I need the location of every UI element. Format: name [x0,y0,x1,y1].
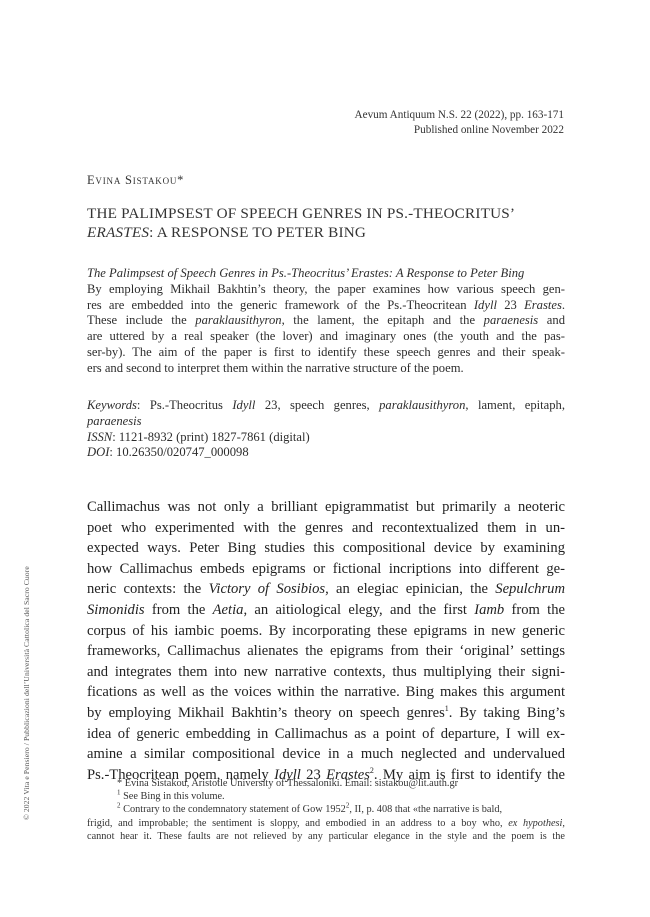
text-run: frigid, and improbable; the sentiment is sloppy, and embodied in an address to a boy who, [87,817,509,829]
text-run-italic: Sepulchrum [495,581,565,598]
text-run: 23, speech genres, [255,398,380,412]
abstract-line: By employing Mikhail Bakhtin’s theory, the paper examines how various speech gen- [87,281,565,296]
text-run: See Bing in this volume. [120,791,225,803]
journal-header [355,108,564,137]
issn-line [87,430,565,446]
body-line [87,600,565,621]
text-run: : Ps.-Theocritus [136,398,233,412]
text-run-italic: Idyll [473,297,497,312]
keywords-label: Keywords [87,398,137,412]
text-run-italic: Erastes [524,297,562,312]
title-line-2 [87,223,567,242]
text-run: Ps.-Theocritean poem, namely [87,766,275,783]
footnote-ref[interactable]: 1 [444,704,449,714]
footnote-number: 2 [117,801,121,810]
text-run-italic: Iamb [474,601,505,618]
text-run: . [561,297,565,312]
body-line: and integrates them into new narrative contexts, thus multiplying their signi- [87,663,565,680]
body-line: poet who experimented with the genres and recontextualized them in un- [87,519,565,536]
copyright-notice: © 2022 Vita e Pensiero / Pubblicazioni dell’Università Cattolica del Sacro Cuore [22,566,31,820]
footnote-1 [87,790,565,803]
text-run: These include the [87,313,196,328]
keywords-line [87,398,565,414]
keywords-line-2: paraenesis [87,413,142,428]
body-text [87,497,565,785]
text-run-italic: paraenesis [483,313,539,328]
body-line: amine a similar compositional device in a much neglected and undervalued [87,746,565,763]
footnote-2-line: cannot hear it. These faults are not relieved by any particular elegance in the style and the poem is the [87,830,565,842]
text-run: , [562,817,565,829]
body-line: how Callimachus embeds epigrams or fictional incriptions into different ge- [87,560,565,577]
doi-line [87,445,565,461]
text-run-italic: ex hypothesi [508,817,563,829]
abstract-line [87,298,565,314]
doi-label: DOI [87,445,110,460]
text-run: from the [144,601,213,618]
text-run: by employing Mikhail Bakhtin’s theory on speech genres [87,704,445,721]
text-run-italic: Aetia [212,601,244,618]
abstract-heading: The Palimpsest of Speech Genres in Ps.-Theocritus’ Erastes: A Response to Peter Bing [87,266,525,280]
body-line: fications as well as the voices within the narrative. Bing makes this argument [87,684,565,701]
text-run: , II, p. 408 that «the narrative is bald, [349,804,503,816]
text-run-italic: paraklausithyron [379,398,466,412]
text-run: . My aim is first to identify the [373,766,565,783]
author-name: Evina Sistakou* [87,173,185,187]
text-run: , an aitiological elegy, and the first [243,601,475,618]
abstract-line [87,313,565,329]
text-run-italic: Idyll [274,766,301,783]
footnote-2-line [87,817,565,830]
body-line: frameworks, Callimachus alienates the epigrams from their ‘original’ settings [87,643,565,660]
article-title [87,204,567,242]
body-line: expected ways. Peter Bing studies this compositional device by examining [87,540,565,557]
doi-value: : 10.26350/020747_000098 [109,445,249,460]
abstract-line: ser-by). The aim of the paper is first to identify these speech genres and their speak- [87,344,565,359]
body-line: Callimachus was not only a brilliant epigrammatist but primarily a neoteric [87,499,565,515]
text-run: , an elegiac epinician, the [325,581,496,598]
abstract-line: ers and second to interpret them within the narrative structure of the poem. [87,360,464,375]
text-run: , the lament, the epitaph and the [281,313,484,328]
text-run: and [538,313,565,328]
text-run-italic: paraklausithyron [195,313,282,328]
text-run-italic: Erastes [326,766,370,783]
footnote-number: 1 [117,788,121,797]
title-erastes: ERASTES [87,224,150,241]
text-run: from the [504,601,565,618]
article-metadata [87,398,565,461]
text-run-italic: Simonidis [87,601,145,618]
abstract [87,266,565,377]
text-run: . By taking Bing’s [448,704,566,721]
footnote-2 [87,803,565,816]
text-run: 23 [300,766,327,783]
text-run: res are embedded into the generic framework of the Ps.-Theocritean [87,297,474,312]
issn-value: : 1121-8932 (print) 1827-7861 (digital) [112,429,310,444]
footnotes [87,777,565,843]
edition-superscript: 2 [345,801,350,810]
text-run: Contrary to the condemnatory statement of Gow 1952 [120,804,346,816]
issn-label: ISSN [87,429,113,444]
text-run: neric contexts: the [87,581,209,598]
text-run: 23 [496,297,525,312]
footnote-author: * Evina Sistakou, Aristotle University of Thessaloniki. Email: sistakou@lit.auth.gr [117,778,459,789]
text-run-italic: Idyll [232,398,256,412]
abstract-line: are uttered by a real speaker (the lover) and imaginary ones (the youth and the pas- [87,329,565,344]
title-line-1: THE PALIMPSEST OF SPEECH GENRES IN PS.-THEOCRITUS’ [87,205,516,222]
journal-citation: Aevum Antiquum N.S. 22 (2022), pp. 163-171 [354,109,564,121]
text-run-italic: Victory of Sosibios [208,581,326,598]
body-line: corpus of his iambic poems. By incorporating these epigrams in new generic [87,622,565,639]
text-run: , lament, epitaph, [465,398,565,412]
body-line [87,579,565,600]
title-line-2-rest: : A RESPONSE TO PETER BING [149,224,367,241]
body-line: idea of generic embedding in Callimachus as a point of departure, I will ex- [87,725,565,742]
footnote-ref[interactable]: 2 [369,765,374,775]
body-line [87,703,565,724]
publication-date: Published online November 2022 [413,123,564,136]
